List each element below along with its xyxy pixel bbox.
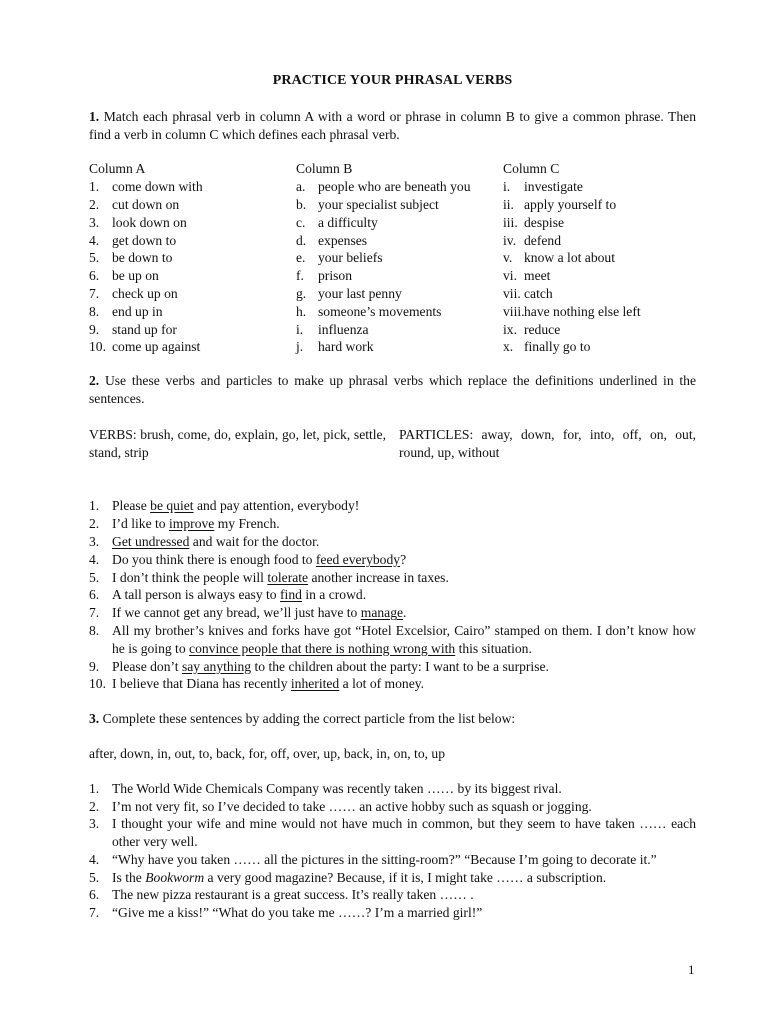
column-b-item — [296, 338, 503, 356]
column-a-item-text: check up on — [112, 285, 178, 301]
exercise-1-number: 1. — [89, 108, 100, 124]
sentence-text-after: ? — [400, 551, 407, 567]
column-c-item — [503, 285, 696, 303]
particles-list: PARTICLES: away, down, for, into, off, on, out, round, up, without — [399, 426, 696, 460]
sentence-number: 6. — [89, 887, 100, 903]
sentence-text — [112, 904, 696, 922]
column-b-item — [296, 321, 503, 339]
column-b-item-text: someone’s movements — [318, 303, 442, 319]
column-c-item-text: know a lot about — [524, 250, 615, 266]
column-a-item-text: come down with — [112, 179, 203, 195]
sentence-text — [112, 551, 696, 569]
column-c-item-text: catch — [524, 285, 553, 301]
column-a-item-text: end up in — [112, 303, 163, 319]
column-c-item-text: meet — [524, 268, 551, 284]
sentence-text-after: . — [403, 605, 407, 621]
sentence-text-before: I believe that Diana has recently — [112, 676, 291, 692]
exercise-3-number: 3. — [89, 711, 100, 727]
column-a-item-text: stand up for — [112, 321, 177, 337]
verbs-particles-box — [89, 426, 696, 462]
column-c-item — [503, 267, 696, 285]
column-b-item-text: people who are beneath you — [318, 179, 471, 195]
column-c-item-number: ix. — [503, 321, 517, 337]
exercise-2-sentence — [89, 551, 696, 569]
column-b-item — [296, 249, 503, 267]
sentence-text-before: Is the — [112, 869, 146, 885]
sentence-text — [112, 569, 696, 587]
sentence-text-before: “Why have you taken …… all the pictures in the sitting-room?” “Because I’m going to decorate it.” — [112, 851, 657, 867]
column-c-item — [503, 214, 696, 232]
verbs-list: VERBS: brush, come, do, explain, go, let, pick, settle, stand, strip — [89, 426, 386, 460]
underlined-definition: convince people that there is nothing wrong with — [189, 640, 456, 656]
sentence-text-after: a very good magazine? Because, if it is, I might take …… a subscription. — [204, 869, 607, 885]
exercise-2-text: Use these verbs and particles to make up phrasal verbs which replace the definitions underlined in the sentences. — [89, 373, 696, 406]
page-title: PRACTICE YOUR PHRASAL VERBS — [272, 73, 513, 88]
column-a-item-number: 8. — [89, 303, 100, 319]
column-b-item-text: a difficulty — [318, 214, 378, 230]
column-a-item-number: 4. — [89, 232, 100, 248]
column-a-item — [89, 249, 296, 267]
underlined-definition: manage — [360, 605, 404, 621]
column-a-item-text: cut down on — [112, 196, 180, 212]
column-c-item-text: investigate — [524, 179, 583, 195]
column-b-item-number: b. — [296, 196, 307, 212]
column-b-item-number: h. — [296, 303, 307, 319]
exercise-2-sentences — [89, 497, 696, 693]
sentence-number: 8. — [89, 622, 100, 638]
underlined-definition: tolerate — [267, 569, 309, 585]
column-a-item-number: 3. — [89, 214, 100, 230]
column-b-item-text: hard work — [318, 339, 374, 355]
underlined-definition: feed everybody — [315, 551, 401, 567]
sentence-text-after: in a crowd. — [301, 587, 367, 603]
column-c — [503, 160, 696, 356]
sentence-number: 6. — [89, 587, 100, 603]
sentence-text — [112, 658, 696, 676]
column-a-item — [89, 196, 296, 214]
column-b-item-number: a. — [296, 179, 306, 195]
column-b-item — [296, 178, 503, 196]
column-a-item-text: get down to — [112, 232, 177, 248]
exercise-3-sentences — [89, 780, 696, 922]
sentence-number: 7. — [89, 905, 100, 921]
sentence-text-before: Please don’t — [112, 658, 182, 674]
sentence-text — [112, 497, 696, 515]
column-a-item — [89, 267, 296, 285]
exercise-2-sentence — [89, 497, 696, 515]
column-a-item — [89, 303, 296, 321]
column-b-item — [296, 232, 503, 250]
exercise-1-instruction — [89, 108, 696, 144]
column-c-item-text: reduce — [524, 321, 561, 337]
exercise-3-sentence — [89, 886, 696, 904]
exercise-3-particles: after, down, in, out, to, back, for, off, over, up, back, in, on, to, up — [89, 745, 446, 761]
sentence-text-after: and wait for the doctor. — [189, 533, 320, 549]
sentence-number: 7. — [89, 605, 100, 621]
column-c-item-number: vii. — [503, 285, 521, 301]
sentence-text-after: and pay attention, everybody! — [193, 498, 360, 514]
sentence-text — [112, 604, 696, 622]
sentence-text-before: I’m not very fit, so I’ve decided to take …… an active hobby such as squash or jogging. — [112, 798, 592, 814]
column-a-item — [89, 338, 296, 356]
column-a-item — [89, 321, 296, 339]
sentence-text-after: a lot of money. — [339, 676, 425, 692]
column-b — [296, 160, 503, 356]
column-b-item — [296, 214, 503, 232]
column-c-item — [503, 178, 696, 196]
exercise-2-sentence — [89, 675, 696, 693]
magazine-title: Bookworm — [145, 869, 205, 885]
exercise-1-columns — [89, 160, 696, 356]
sentence-text-before: I thought your wife and mine would not have much in common, but they seem to have taken …… each other very well. — [112, 816, 696, 850]
exercise-2-sentence — [89, 515, 696, 533]
sentence-text — [112, 622, 696, 658]
column-b-item-text: expenses — [318, 232, 368, 248]
column-c-item-number: i. — [503, 179, 511, 195]
sentence-text-before: If we cannot get any bread, we’ll just have to — [112, 605, 361, 621]
column-b-item-number: e. — [296, 250, 306, 266]
underlined-definition: say anything — [181, 658, 252, 674]
sentence-number: 4. — [89, 551, 100, 567]
exercise-3-sentence — [89, 851, 696, 869]
sentence-number: 2. — [89, 798, 100, 814]
sentence-text-before: Do you think there is enough food to — [112, 551, 316, 567]
column-b-item-number: d. — [296, 232, 307, 248]
sentence-text-after: my French. — [214, 516, 280, 532]
exercise-3-sentence — [89, 780, 696, 798]
sentence-text-after: to the children about the party: I want to be a surprise. — [251, 658, 549, 674]
sentence-number: 3. — [89, 816, 100, 832]
sentence-text-before: All my brother’s knives and forks have got “Hotel Excelsior, Cairo” stamped on them. I don’t know how he is going to — [112, 622, 696, 656]
column-b-item-text: prison — [318, 268, 352, 284]
sentence-number: 4. — [89, 851, 100, 867]
column-c-item-number: iv. — [503, 232, 517, 248]
column-c-item — [503, 338, 696, 356]
column-a-item-number: 1. — [89, 179, 100, 195]
underlined-definition: improve — [169, 516, 215, 532]
exercise-2-sentence — [89, 533, 696, 551]
sentence-number: 1. — [89, 780, 100, 796]
column-b-item-text: influenza — [318, 321, 369, 337]
column-c-item-number: vi. — [503, 268, 517, 284]
sentence-text — [112, 780, 696, 798]
sentence-text-before: The World Wide Chemicals Company was recently taken …… by its biggest rival. — [112, 780, 562, 796]
column-b-item — [296, 285, 503, 303]
column-b-item — [296, 303, 503, 321]
column-c-item — [503, 249, 696, 267]
sentence-text-before: The new pizza restaurant is a great success. It’s really taken …… . — [112, 887, 474, 903]
exercise-2-sentence — [89, 569, 696, 587]
column-a-item-number: 6. — [89, 268, 100, 284]
column-b-item — [296, 196, 503, 214]
column-c-item-text: defend — [524, 232, 561, 248]
column-c-item-text: finally go to — [524, 339, 591, 355]
sentence-number: 2. — [89, 516, 100, 532]
sentence-number: 3. — [89, 533, 100, 549]
column-c-item-number: v. — [503, 250, 513, 266]
column-a-item-text: be up on — [112, 268, 159, 284]
exercise-1-text: Match each phrasal verb in column A with a word or phrase in column B to give a common phrase. Then find a verb in column C which defines each phrasal verb. — [89, 108, 696, 142]
sentence-text — [112, 815, 696, 851]
column-a-item — [89, 214, 296, 232]
sentence-text — [112, 515, 696, 533]
column-a-item — [89, 178, 296, 196]
column-c-item-number: ii. — [503, 196, 514, 212]
sentence-text-before: I don’t think the people will — [112, 569, 268, 585]
sentence-text — [112, 798, 696, 816]
column-a-item-number: 2. — [89, 196, 100, 212]
column-a-header: Column A — [89, 161, 146, 177]
exercise-2-sentence — [89, 622, 696, 658]
exercise-2-sentence — [89, 586, 696, 604]
exercise-2-instruction — [89, 372, 696, 408]
exercise-3-sentence — [89, 869, 696, 887]
column-c-item — [503, 196, 696, 214]
sentence-text-after: this situation. — [455, 640, 532, 656]
column-a-item — [89, 285, 296, 303]
exercise-2-number: 2. — [89, 373, 100, 389]
column-a-item-number: 9. — [89, 321, 100, 337]
sentence-text — [112, 675, 696, 693]
column-a-item-number: 7. — [89, 285, 100, 301]
sentence-number: 1. — [89, 498, 100, 514]
sentence-text-after: another increase in taxes. — [308, 569, 449, 585]
column-a-item-number: 10. — [89, 339, 106, 355]
underlined-definition: find — [280, 587, 302, 603]
exercise-2-sentence — [89, 604, 696, 622]
sentence-text-before: Please — [112, 498, 151, 514]
column-a-item-text: look down on — [112, 214, 187, 230]
column-a-item — [89, 232, 296, 250]
column-c-item-text: despise — [524, 214, 565, 230]
exercise-3-instruction — [89, 710, 696, 728]
exercise-2-sentence — [89, 658, 696, 676]
column-c-item-number: x. — [503, 339, 514, 355]
column-b-item-text: your specialist subject — [318, 196, 439, 212]
sentence-text-before: “Give me a kiss!” “What do you take me ……? I’m a married girl!” — [112, 905, 483, 921]
underlined-definition: Get undressed — [112, 533, 190, 549]
worksheet-page — [89, 72, 696, 922]
column-b-item-text: your last penny — [318, 285, 402, 301]
column-b-header: Column B — [296, 161, 353, 177]
sentence-text — [112, 533, 696, 551]
column-a — [89, 160, 296, 356]
page-number: 1 — [688, 962, 695, 977]
column-c-item-number: viii. — [503, 303, 525, 319]
exercise-3-sentence — [89, 815, 696, 851]
sentence-text — [112, 586, 696, 604]
column-c-item-text: apply yourself to — [524, 196, 617, 212]
exercise-3-sentence — [89, 904, 696, 922]
sentence-number: 5. — [89, 569, 100, 585]
column-c-item-text: have nothing else left — [524, 303, 641, 319]
column-c-item — [503, 232, 696, 250]
column-b-item-number: i. — [296, 321, 304, 337]
column-c-item — [503, 321, 696, 339]
column-a-item-number: 5. — [89, 250, 100, 266]
column-b-item-number: c. — [296, 214, 306, 230]
column-b-item-number: g. — [296, 285, 307, 301]
exercise-3-text: Complete these sentences by adding the correct particle from the list below: — [99, 711, 516, 727]
sentence-text-before: I’d like to — [112, 516, 170, 532]
column-c-item — [503, 303, 696, 321]
sentence-text — [112, 886, 696, 904]
sentence-text — [112, 869, 696, 887]
underlined-definition: be quiet — [150, 498, 194, 514]
sentence-number: 9. — [89, 658, 100, 674]
sentence-text — [112, 851, 696, 869]
column-b-item-text: your beliefs — [318, 250, 383, 266]
exercise-3-sentence — [89, 798, 696, 816]
column-b-item-number: j. — [296, 339, 304, 355]
underlined-definition: inherited — [290, 676, 340, 692]
column-c-item-number: iii. — [503, 214, 518, 230]
sentence-number: 10. — [89, 676, 106, 692]
column-b-item — [296, 267, 503, 285]
column-a-item-text: come up against — [112, 339, 201, 355]
column-b-item-number: f. — [296, 268, 304, 284]
sentence-number: 5. — [89, 869, 100, 885]
column-a-item-text: be down to — [112, 250, 173, 266]
sentence-text-before: A tall person is always easy to — [112, 587, 281, 603]
column-c-header: Column C — [503, 161, 560, 177]
